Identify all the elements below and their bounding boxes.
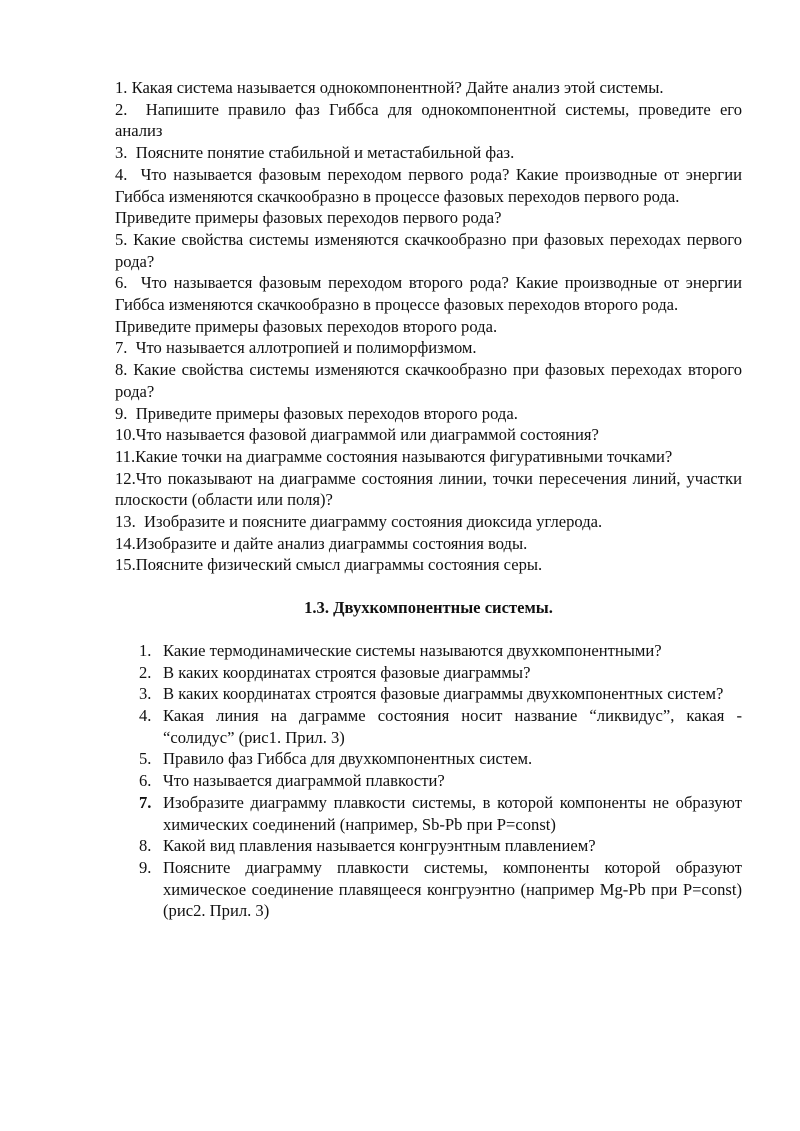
list-item-text: Что называется диаграммой плавкости? bbox=[163, 771, 445, 791]
question-11: 11.Какие точки на диаграмме состояния называются фигуративными точками? bbox=[115, 446, 673, 466]
list-item bbox=[115, 640, 742, 662]
question-14: 14.Изобразите и дайте анализ диаграммы состояния воды. bbox=[115, 533, 528, 553]
question-1: 1. Какая система называется однокомпонентной? Дайте анализ этой системы. bbox=[115, 78, 664, 97]
list-item-text: В каких координатах строятся фазовые диаграммы двухкомпонентных систем? bbox=[163, 684, 724, 704]
list-item bbox=[115, 705, 742, 748]
list-item bbox=[115, 748, 742, 770]
list-item bbox=[115, 683, 742, 705]
list-item bbox=[115, 662, 742, 684]
list-item bbox=[115, 792, 742, 835]
list-item-number: 5. bbox=[139, 749, 152, 769]
question-7: 7. Что называется аллотропией и полиморфизмом. bbox=[115, 338, 477, 358]
list-item bbox=[115, 857, 742, 922]
question-13: 13. Изобразите и поясните диаграмму состояния диоксида углерода. bbox=[115, 512, 603, 532]
list-item-number: 9. bbox=[139, 857, 152, 877]
question-4: 4. Что называется фазовым переходом первого рода? Какие производные от энергии Гиббса изменяются скачкообразно в процессе фазовых переходов первого рода. bbox=[115, 164, 742, 206]
question-5: 5. Какие свойства системы изменяются скачкообразно при фазовых переходах первого рода? bbox=[115, 229, 742, 271]
section-heading: 1.3. Двухкомпонентные системы. bbox=[304, 598, 553, 618]
list-item-number: 3. bbox=[139, 684, 152, 704]
list-item-number: 2. bbox=[139, 662, 152, 682]
question-8: 8. Какие свойства системы изменяются скачкообразно при фазовых переходах второго рода? bbox=[115, 360, 742, 401]
list-item-text: Правило фаз Гиббса для двухкомпонентных систем. bbox=[163, 749, 533, 769]
question-4-followup: Приведите примеры фазовых переходов первого рода? bbox=[115, 208, 502, 228]
list-item-number: 6. bbox=[139, 771, 152, 791]
list-item-text: Какие термодинамические системы называются двухкомпонентными? bbox=[163, 640, 662, 660]
one-component-questions bbox=[115, 77, 742, 576]
question-10: 10.Что называется фазовой диаграммой или диаграммой состояния? bbox=[115, 425, 599, 445]
question-9: 9. Приведите примеры фазовых переходов второго рода. bbox=[115, 403, 518, 423]
list-item-number: 8. bbox=[139, 836, 152, 856]
question-2: 2. Напишите правило фаз Гиббса для однокомпонентной системы, проведите его анализ bbox=[115, 99, 742, 141]
list-item-text: Изобразите диаграмму плавкости системы, в которой компоненты не образуют химических соединений (например, Sb-Pb при P=const) bbox=[163, 792, 742, 834]
list-item-number: 1. bbox=[139, 640, 152, 660]
list-item bbox=[115, 835, 742, 857]
document-page bbox=[115, 77, 742, 922]
question-12: 12.Что показывают на диаграмме состояния линии, точки пересечения линий, участки плоскости (области или поля)? bbox=[115, 468, 742, 510]
list-item-text: Какая линия на дагрaмме состояния носит название “ликвидус”, какая - “солидус” (рис1. Прил. 3) bbox=[163, 705, 742, 747]
list-item-text: В каких координатах строятся фазовые диаграммы? bbox=[163, 662, 531, 682]
list-item-number: 4. bbox=[139, 705, 152, 725]
two-component-questions bbox=[115, 640, 742, 922]
question-3: 3. Поясните понятие стабильной и метастабильной фаз. bbox=[115, 143, 515, 163]
list-item-text: Какой вид плавления называется конгруэнтным плавлением? bbox=[163, 836, 596, 856]
question-6: 6. Что называется фазовым переходом второго рода? Какие производные от энергии Гиббса изменяются скачкообразно в процессе фазовых переходов второго рода. bbox=[115, 273, 742, 315]
question-6-followup: Приведите примеры фазовых переходов второго рода. bbox=[115, 316, 498, 336]
list-item-text: Поясните диаграмму плавкости системы, компоненты которой образуют химическое соединение плавящееся конгруэнтно (например Mg-Pb при P=const) (рис2. Прил. 3) bbox=[163, 857, 742, 921]
list-item bbox=[115, 770, 742, 792]
question-15: 15.Поясните физический смысл диаграммы состояния серы. bbox=[115, 555, 543, 575]
list-item-number: 7. bbox=[139, 792, 152, 812]
